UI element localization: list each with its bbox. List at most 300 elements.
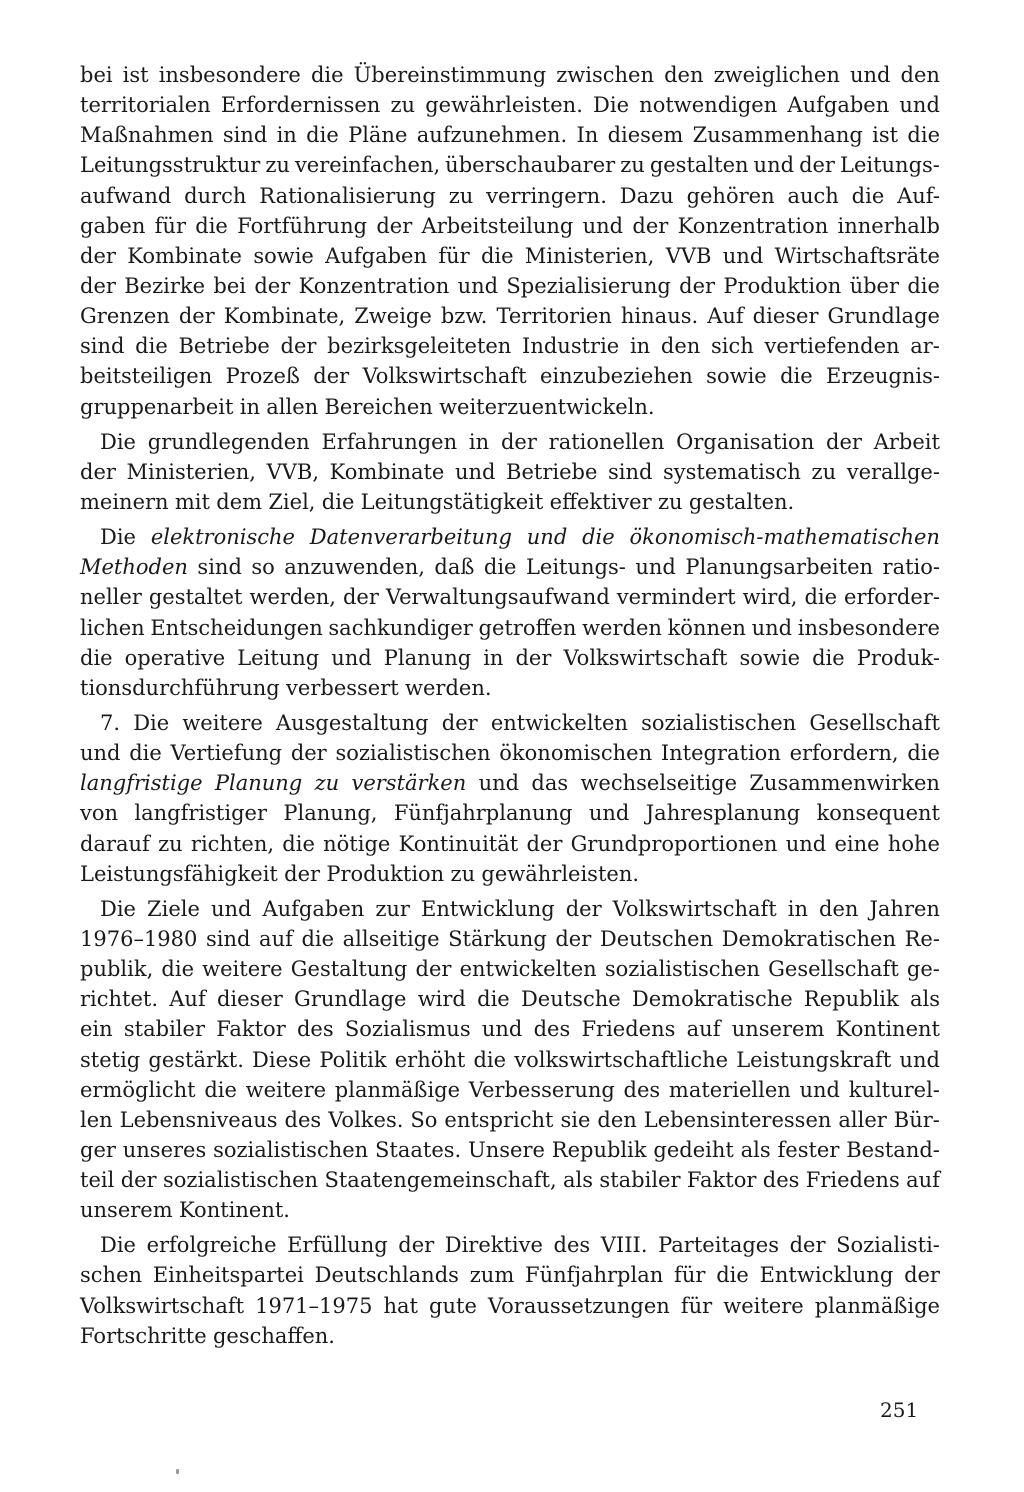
word: den xyxy=(664,63,704,87)
word: rationellen xyxy=(548,429,665,454)
word: sozialistischen xyxy=(604,957,760,982)
word: verstärken xyxy=(351,771,467,796)
scan-speck xyxy=(176,1469,179,1474)
word: so xyxy=(251,555,275,580)
word: Datenverarbeitung xyxy=(309,525,512,550)
word: Arbeit xyxy=(873,429,940,454)
word: und xyxy=(526,525,568,550)
word: richten, xyxy=(190,831,275,856)
word: von xyxy=(80,801,119,826)
word: publik, xyxy=(80,957,154,982)
word: einzubeziehen xyxy=(539,364,693,389)
word: der xyxy=(80,459,116,484)
word: Gesellschaft xyxy=(809,710,940,735)
word: die xyxy=(907,273,940,298)
word: Produktion xyxy=(723,273,842,298)
word: und xyxy=(799,1077,840,1102)
word: Parteitages xyxy=(658,1233,780,1258)
word: Industrie xyxy=(522,334,620,359)
word: Unsere xyxy=(468,1137,545,1162)
word: Methoden xyxy=(80,555,188,580)
word: sozialistischen xyxy=(641,710,797,735)
word: aufzunehmen. xyxy=(416,123,568,148)
word: unserem xyxy=(731,1017,825,1042)
word: die xyxy=(204,1077,237,1102)
word: Republik xyxy=(551,1137,647,1162)
word: mit xyxy=(174,489,210,514)
word: vertiefenden xyxy=(764,334,900,359)
word: Bür- xyxy=(893,1107,940,1132)
word: sowie xyxy=(739,645,801,670)
word: Kontinent xyxy=(835,1017,940,1042)
word: das xyxy=(531,771,569,796)
word: werden, xyxy=(249,585,336,610)
word: Fünfjahrplan xyxy=(525,1263,664,1288)
word: in xyxy=(468,429,490,454)
word: der xyxy=(555,926,592,951)
word: und xyxy=(785,831,827,856)
word: und xyxy=(331,645,372,670)
word: Planungsarbeiten xyxy=(685,555,874,580)
word: erfordern, xyxy=(789,741,899,766)
word: der xyxy=(515,645,552,670)
word: der xyxy=(376,213,413,238)
text-line xyxy=(80,361,940,391)
word: systematisch xyxy=(663,459,801,484)
word: Grundproportionen xyxy=(570,831,778,856)
word: Die xyxy=(100,1233,136,1258)
word: Bereichen xyxy=(324,394,433,419)
word: die xyxy=(310,63,344,87)
word: Die xyxy=(100,429,136,454)
text-line xyxy=(80,643,940,673)
text-line xyxy=(80,181,940,211)
word: gestalten xyxy=(649,153,749,178)
word: den xyxy=(900,63,940,87)
word: Demokratische xyxy=(631,987,793,1012)
word: Integration xyxy=(660,741,781,766)
word: die xyxy=(483,555,517,580)
word: Ziel, xyxy=(268,489,316,514)
word: die xyxy=(780,364,813,389)
word: der xyxy=(284,861,321,886)
word: auf xyxy=(906,1168,940,1193)
word: Gestaltung xyxy=(290,957,408,982)
text-line xyxy=(80,984,940,1014)
word: Volkswirtschaft xyxy=(362,364,527,389)
word: und xyxy=(481,1017,523,1042)
word: Aufgaben xyxy=(787,93,890,118)
word: in xyxy=(239,394,260,419)
word: werden xyxy=(582,615,662,640)
word: und xyxy=(457,273,499,298)
word: zu xyxy=(811,459,837,484)
word: der xyxy=(789,1233,826,1258)
word: und xyxy=(454,459,496,484)
word: sind xyxy=(80,334,125,359)
word: Prozeß xyxy=(225,364,300,389)
word: die xyxy=(135,334,168,359)
word: Volkswirtschaft xyxy=(563,645,728,670)
word: der xyxy=(526,831,563,856)
text-line xyxy=(80,1195,940,1225)
word: Aufgaben xyxy=(262,896,365,921)
word: 1971–1975 xyxy=(255,1293,373,1318)
word: der xyxy=(80,243,116,268)
word: der xyxy=(398,1233,435,1258)
word: geschaffen. xyxy=(212,1323,335,1348)
word: des xyxy=(762,1168,800,1193)
word: Leistungsfähigkeit xyxy=(80,861,278,886)
text-line xyxy=(80,1165,940,1195)
word: zu xyxy=(158,831,183,856)
word: darauf xyxy=(80,831,150,856)
word: planmäßige xyxy=(334,1077,461,1102)
word: Rationalisierung xyxy=(259,183,436,208)
word: Betriebe xyxy=(506,459,598,484)
word: Leitungs- xyxy=(840,153,940,178)
word: ermöglicht xyxy=(80,1077,196,1102)
word: Volkswirtschaft xyxy=(612,896,777,921)
text-line xyxy=(80,859,940,889)
word: wird, xyxy=(742,585,798,610)
word: der xyxy=(313,364,350,389)
word: Fortschritte xyxy=(80,1323,207,1348)
word: sind xyxy=(607,459,653,484)
word: Die xyxy=(133,710,170,735)
word: Erfordernissen xyxy=(220,93,381,118)
word: gehören xyxy=(686,183,775,208)
word: langfristige xyxy=(80,771,203,796)
word: ge- xyxy=(906,957,940,982)
word: Leitungs- xyxy=(525,555,626,580)
word: als xyxy=(740,1137,771,1162)
word: Dazu xyxy=(619,183,674,208)
word: der xyxy=(178,304,215,329)
word: Faktor xyxy=(686,1168,757,1193)
word: des xyxy=(284,1107,322,1132)
word: Auf- xyxy=(897,183,940,208)
word: und xyxy=(635,555,676,580)
text-line xyxy=(80,522,940,552)
word: sind xyxy=(197,555,242,580)
text-line xyxy=(80,427,940,457)
word: Verwaltungsaufwand xyxy=(385,585,610,610)
word: weitere xyxy=(723,1293,804,1318)
word: neller xyxy=(80,585,142,610)
word: für xyxy=(674,1263,706,1288)
word: sozialistischen xyxy=(335,741,491,766)
word: ökonomisch-mathematischen xyxy=(629,525,940,550)
word: VVB xyxy=(665,243,712,268)
word: bei xyxy=(213,273,247,298)
word: zu xyxy=(450,861,476,886)
word: unserem xyxy=(80,1198,173,1223)
text-line xyxy=(80,60,940,90)
word: des xyxy=(623,1077,661,1102)
word: sich xyxy=(711,334,754,359)
word: durch xyxy=(184,183,247,208)
word: zu xyxy=(448,183,474,208)
word: Diese xyxy=(252,1047,312,1072)
word: Faktor xyxy=(216,1017,286,1042)
word: auf xyxy=(686,1017,721,1042)
word: entwickelten xyxy=(490,710,628,735)
word: hat xyxy=(383,1293,418,1318)
word: die xyxy=(473,1047,507,1072)
word: Planung xyxy=(214,771,303,796)
word: Re- xyxy=(904,926,940,951)
word: die xyxy=(804,585,838,610)
word: ein xyxy=(80,1017,113,1042)
text-line xyxy=(80,798,940,828)
word: verbessert xyxy=(286,675,399,700)
word: als xyxy=(909,987,940,1012)
word: unseres xyxy=(122,1137,207,1162)
word: ökonomischen xyxy=(499,741,653,766)
word: Bezirke xyxy=(124,273,206,298)
word: sind xyxy=(205,926,251,951)
word: Fünfjahrplanung xyxy=(393,801,573,826)
word: wird xyxy=(417,987,466,1012)
word: überschaubarer xyxy=(445,153,616,178)
word: zur xyxy=(375,896,410,921)
word: die xyxy=(80,645,113,670)
word: zu xyxy=(314,771,340,796)
word: die xyxy=(129,741,162,766)
word: tionsdurchführung xyxy=(80,675,280,700)
word: zu xyxy=(390,93,416,118)
word: ratio- xyxy=(882,555,940,580)
word: gewährleisten. xyxy=(425,93,583,118)
word: der xyxy=(632,213,669,238)
word: in xyxy=(629,334,651,359)
word: 7. xyxy=(100,710,121,735)
text-line xyxy=(80,211,940,241)
word: des xyxy=(533,1017,571,1042)
word: gewährleisten. xyxy=(481,861,640,886)
word: Zusammenhang xyxy=(692,123,863,148)
word: Leitungstätigkeit xyxy=(360,489,544,514)
word: dieser xyxy=(216,987,283,1012)
word: gestärkt. xyxy=(148,1047,244,1072)
page-number: 251 xyxy=(880,1398,919,1422)
word: sowie xyxy=(253,243,314,268)
word: für xyxy=(680,1293,713,1318)
word: Erfahrungen xyxy=(321,429,458,454)
word: die xyxy=(907,123,940,148)
word: gestaltet xyxy=(148,585,243,610)
word: die xyxy=(907,741,940,766)
word: verallge- xyxy=(846,459,940,484)
word: Leistungskraft xyxy=(736,1047,892,1072)
text-line xyxy=(80,738,940,768)
word: und xyxy=(899,93,940,118)
word: insbesondere xyxy=(158,63,301,87)
word: sozialistischen xyxy=(213,1137,369,1162)
word: Pläne xyxy=(348,123,408,148)
word: bzw. xyxy=(440,304,488,329)
word: Sozialisti- xyxy=(836,1233,940,1258)
word: der xyxy=(290,741,327,766)
word: hinaus. xyxy=(620,304,699,329)
word: ger xyxy=(80,1137,116,1162)
word: für xyxy=(154,213,186,238)
word: weitere xyxy=(182,710,263,735)
word: aller xyxy=(838,1107,887,1132)
word: Einheitspartei xyxy=(152,1263,304,1288)
word: erhöht xyxy=(394,1047,466,1072)
word: Grundlage xyxy=(294,987,407,1012)
word: hohe xyxy=(887,831,940,856)
word: Entwicklung xyxy=(421,896,555,921)
word: eine xyxy=(834,831,880,856)
word: diesem xyxy=(607,123,684,148)
word: gute xyxy=(429,1293,477,1318)
word: Friedens xyxy=(581,1017,676,1042)
document-body xyxy=(80,60,940,1351)
word: Auf xyxy=(169,987,206,1012)
word: bei xyxy=(80,63,113,87)
word: Kontinent. xyxy=(178,1198,290,1223)
word: Verbesserung xyxy=(468,1077,615,1102)
word: Betriebe xyxy=(178,334,270,359)
text-line xyxy=(80,673,940,703)
word: sie xyxy=(560,1107,591,1132)
word: aufwand xyxy=(80,183,172,208)
word: Entwicklung xyxy=(759,1263,894,1288)
word: die xyxy=(480,243,514,268)
text-line xyxy=(80,829,940,859)
word: territorialen xyxy=(80,93,211,118)
text-line xyxy=(80,301,940,331)
text-line xyxy=(80,392,940,422)
word: als xyxy=(563,1168,594,1193)
word: entwickelten xyxy=(459,957,597,982)
word: weiterzuentwickeln. xyxy=(439,394,655,419)
word: daß xyxy=(434,555,475,580)
word: zu xyxy=(657,489,683,514)
word: die xyxy=(301,926,335,951)
word: Leitung xyxy=(237,645,320,670)
word: die xyxy=(477,987,510,1012)
word: über xyxy=(849,273,900,298)
word: Voraussetzungen xyxy=(487,1293,670,1318)
word: gedeiht xyxy=(653,1137,734,1162)
text-line xyxy=(80,271,940,301)
text-line xyxy=(80,1045,940,1075)
word: zu xyxy=(265,153,290,178)
text-line xyxy=(80,954,940,984)
word: die xyxy=(195,213,228,238)
word: notwendigen xyxy=(639,93,778,118)
text-line xyxy=(80,457,940,487)
word: teil xyxy=(80,1168,115,1193)
word: Produk- xyxy=(856,645,940,670)
word: grundlegenden xyxy=(147,429,310,454)
text-line xyxy=(80,150,940,180)
word: den xyxy=(660,334,701,359)
word: zweiglichen xyxy=(713,63,840,87)
word: und xyxy=(899,1047,940,1072)
word: stetig xyxy=(80,1047,141,1072)
word: in xyxy=(787,896,809,921)
word: und xyxy=(210,896,252,921)
text-line xyxy=(80,708,940,738)
word: Die xyxy=(100,525,136,550)
word: Politik xyxy=(319,1047,387,1072)
word: Arbeitsteilung xyxy=(421,213,574,238)
word: sind xyxy=(222,123,268,148)
word: die xyxy=(812,645,845,670)
word: die xyxy=(716,1263,749,1288)
word: und xyxy=(588,801,630,826)
word: der xyxy=(280,334,317,359)
word: Die xyxy=(100,896,136,921)
text-line xyxy=(80,768,940,798)
word: len xyxy=(80,1107,113,1132)
word: anzuwenden, xyxy=(284,555,425,580)
word: Fortführung xyxy=(237,213,368,238)
word: Grundlage xyxy=(827,304,940,329)
text-line xyxy=(80,120,940,150)
word: Bestand- xyxy=(846,1137,940,1162)
word: Deutschen xyxy=(599,926,714,951)
word: Jahren xyxy=(869,896,940,921)
word: So xyxy=(410,1107,438,1132)
word: in xyxy=(276,123,297,148)
word: Vertiefung xyxy=(170,741,283,766)
word: weitere xyxy=(202,957,283,982)
text-line xyxy=(80,331,940,361)
word: die xyxy=(282,831,315,856)
word: Republik xyxy=(803,987,899,1012)
word: entspricht xyxy=(444,1107,554,1132)
word: Ziele xyxy=(147,896,200,921)
word: Direktive xyxy=(444,1233,543,1258)
word: Volkswirtschaft xyxy=(80,1293,245,1318)
word: dem xyxy=(216,489,263,514)
word: langfristiger xyxy=(134,801,267,826)
word: der xyxy=(500,429,537,454)
word: allseitige xyxy=(342,926,440,951)
word: die xyxy=(321,489,355,514)
word: der xyxy=(799,153,835,178)
text-line xyxy=(80,90,940,120)
word: des xyxy=(553,1233,591,1258)
text-line xyxy=(80,1135,940,1165)
word: wechselseitige xyxy=(580,771,738,796)
word: der xyxy=(679,273,716,298)
word: in xyxy=(483,645,504,670)
text-line xyxy=(80,894,940,924)
word: richtet. xyxy=(80,987,159,1012)
word: Produktion xyxy=(326,861,445,886)
word: Territorien xyxy=(496,304,612,329)
word: Übereinstimmung xyxy=(353,63,547,87)
word: erforder- xyxy=(844,585,940,610)
word: Planung, xyxy=(283,801,378,826)
word: elektronische xyxy=(150,525,295,550)
word: Maßnahmen xyxy=(80,123,214,148)
word: Kombinate xyxy=(127,243,242,268)
word: volkswirtschaftliche xyxy=(514,1047,729,1072)
word: und xyxy=(80,741,121,766)
word: stabiler xyxy=(599,1168,681,1193)
word: die xyxy=(851,183,885,208)
word: Friedens xyxy=(805,1168,900,1193)
word: Organisation xyxy=(676,429,815,454)
